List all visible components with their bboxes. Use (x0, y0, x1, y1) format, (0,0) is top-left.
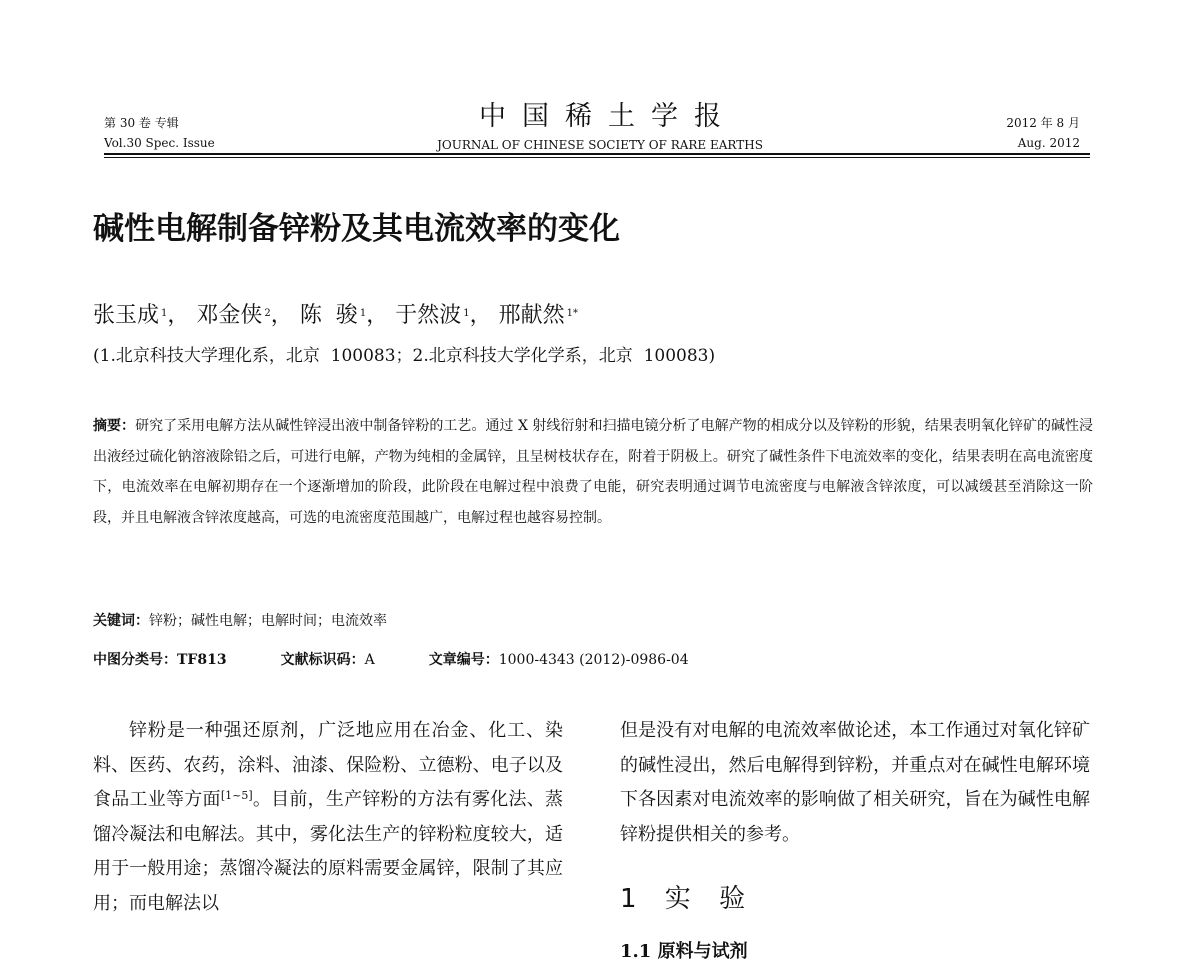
author-separator: ， (366, 303, 389, 328)
author-name: 于然波 (395, 303, 462, 328)
author-name: 邢献然 (498, 303, 565, 328)
author-name: 陈 骏 (299, 303, 358, 328)
author-affil-mark: 1* (566, 308, 578, 319)
journal-title-cn: 中国稀土学报 (479, 101, 737, 132)
body-column-left (93, 714, 563, 921)
header-rule-thin (104, 157, 1090, 158)
author-affil-mark: 1 (359, 308, 367, 319)
header-date (960, 113, 1080, 153)
intro-paragraph (93, 714, 563, 921)
abstract (93, 411, 1093, 533)
keywords-text: 锌粉；碱性电解；电解时间；电流效率 (149, 613, 387, 629)
author-separator: ， (167, 303, 190, 328)
body-column-right (620, 714, 1090, 852)
author-list (93, 300, 578, 332)
author-affil-mark: 2 (264, 308, 271, 319)
clc-value: TF813 (177, 652, 227, 668)
author-separator: ， (469, 303, 492, 328)
author-name: 张玉成 (93, 303, 160, 328)
header-journal (400, 100, 800, 154)
author-affil-mark: 1 (161, 308, 168, 319)
citation-ref: [1~5] (220, 789, 253, 802)
abstract-text: 研究了采用电解方法从碱性锌浸出液中制备锌粉的工艺。通过 X 射线衍射和扫描电镜分析了电解产物的相成分以及锌粉的形貌，结果表明氧化锌矿的碱性浸出液经过硫化钠溶液除铅之后，可进行电解，产物为纯相的金属锌，且呈树枝状存在，附着于阴极上。研究了碱性条件下电流效率的变化，结果表明在高电流密度下，电流效率在电解初期存在一个逐渐增加的阶段，此阶段在电解过程中浪费了电能，研究表明通过调节电流密度与电解液含锌浓度，可以减缓甚至消除这一阶段，并且电解液含锌浓度越高，可选的电流密度范围越广，电解过程也越容易控制。 (93, 418, 1094, 526)
clc-label: 中图分类号： (93, 652, 177, 668)
volume-en: Vol.30 Spec. Issue (104, 136, 215, 150)
section-heading-1: 1 实 验 (620, 884, 756, 914)
intro-text-part2: 。目前，生产锌粉的方法有雾化法、蒸馏冷凝法和电解法。其中，雾化法生产的锌粉粒度较大，适用于一般用途；蒸馏冷凝法的原料需要金属锌，限制了其应用；而电解法以 (93, 789, 564, 914)
header-rule-thick (104, 153, 1090, 155)
intro-text-part1: 锌粉是一种强还原剂，广泛地应用在冶金、化工、染料、医药、农药，涂料、油漆、保险粉、立德粉、电子以及食品工业等方面 (93, 720, 563, 810)
paper-title: 碱性电解制备锌粉及其电流效率的变化 (93, 211, 620, 247)
intro-paragraph-continued: 但是没有对电解的电流效率做论述，本工作通过对氧化锌矿的碱性浸出，然后电解得到锌粉，并重点对在碱性电解环境下各因素对电流效率的影响做了相关研究，旨在为碱性电解锌粉提供相关的参考。 (620, 720, 1090, 845)
date-en: Aug. 2012 (1017, 136, 1080, 150)
article-number-label: 文章编号： (428, 652, 499, 668)
article-number-value: 1000-4343 (2012)-0986-04 (498, 652, 689, 668)
author-name: 邓金侠 (196, 303, 263, 328)
classification-line (93, 649, 689, 671)
affiliations: (1.北京科技大学理化系，北京 100083；2.北京科技大学化学系，北京 100083) (93, 346, 716, 366)
keywords-label: 关键词： (93, 613, 149, 629)
doc-code-value: A (364, 652, 375, 668)
header-volume (104, 113, 215, 153)
author-separator: ， (270, 303, 293, 328)
keywords (93, 610, 387, 632)
journal-title-en: JOURNAL OF CHINESE SOCIETY OF RARE EARTHS (437, 138, 763, 152)
date-cn: 2012 年 8 月 (1006, 116, 1080, 130)
volume-cn: 第 30 卷 专辑 (104, 116, 179, 130)
abstract-label: 摘要： (93, 418, 136, 434)
subsection-heading-1-1: 1.1 原料与试剂 (620, 941, 748, 962)
doc-code-label: 文献标识码： (280, 652, 365, 668)
author-affil-mark: 1 (463, 308, 470, 319)
